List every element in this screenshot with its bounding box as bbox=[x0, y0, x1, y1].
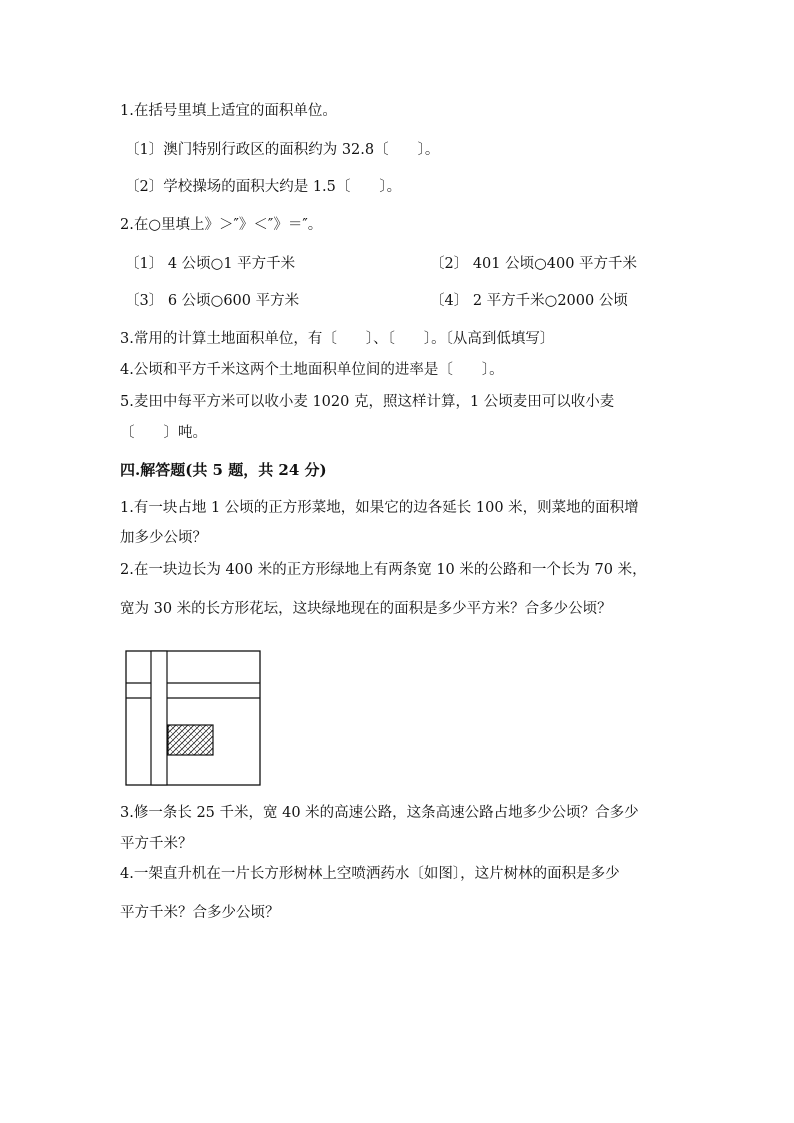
flower-bed bbox=[168, 725, 213, 755]
q2-part2: 〔2〕 401 公顷○400 平方千米 bbox=[430, 256, 638, 272]
q1-stem: 1.在括号里填上适宜的面积单位。 bbox=[120, 103, 337, 119]
square-land-outline bbox=[126, 651, 260, 785]
q1-part1: 〔1〕澳门特别行政区的面积约为 32.8〔 〕。 bbox=[125, 142, 440, 158]
q2-part3: 〔3〕 6 公顷○600 平方米 bbox=[125, 293, 300, 309]
s4-q2-line2: 宽为 30 米的长方形花坛，这块绿地现在的面积是多少平方米？合多少公顷？ bbox=[120, 601, 612, 617]
section-title: 四.解答题(共 5 题，共 24 分) bbox=[120, 461, 327, 479]
q5-line1: 5.麦田中每平方米可以收小麦 1020 克，照这样计算，1 公顷麦田可以收小麦 bbox=[120, 394, 615, 410]
q5-line2: 〔 〕吨。 bbox=[120, 425, 207, 441]
s4-q4-line2: 平方千米？合多少公顷？ bbox=[120, 905, 280, 921]
s4-q1-line1: 1.有一块占地 1 公顷的正方形菜地，如果它的边各延长 100 米，则菜地的面积增 bbox=[120, 500, 639, 516]
s4-q3-line1: 3.修一条长 25 千米，宽 40 米的高速公路，这条高速公路占地多少公顷？合多少 bbox=[120, 805, 639, 821]
q4-text: 4.公顷和平方千米这两个土地面积单位间的进率是〔 〕。 bbox=[120, 362, 504, 378]
q2-stem: 2.在○里填上》＞″》＜″》＝″。 bbox=[120, 217, 323, 233]
q2-part1: 〔1〕 4 公顷○1 平方千米 bbox=[125, 256, 296, 272]
q2-part4: 〔4〕 2 平方千米○2000 公顷 bbox=[430, 293, 628, 309]
q3-text: 3.常用的计算土地面积单位，有〔 〕、〔 〕。〔从高到低填写〕 bbox=[120, 331, 555, 347]
vertical-road bbox=[151, 651, 167, 785]
green-land-diagram bbox=[125, 650, 265, 790]
s4-q2-line1: 2.在一块边长为 400 米的正方形绿地上有两条宽 10 米的公路和一个长为 70 米， bbox=[120, 562, 647, 578]
s4-q1-line2: 加多少公顷？ bbox=[120, 530, 207, 546]
s4-q3-line2: 平方千米？ bbox=[120, 836, 193, 852]
s4-q4-line1: 4.一架直升机在一片长方形树林上空喷洒药水〔如图〕，这片树林的面积是多少 bbox=[120, 866, 620, 882]
q1-part2: 〔2〕学校操场的面积大约是 1.5〔 〕。 bbox=[125, 179, 402, 195]
